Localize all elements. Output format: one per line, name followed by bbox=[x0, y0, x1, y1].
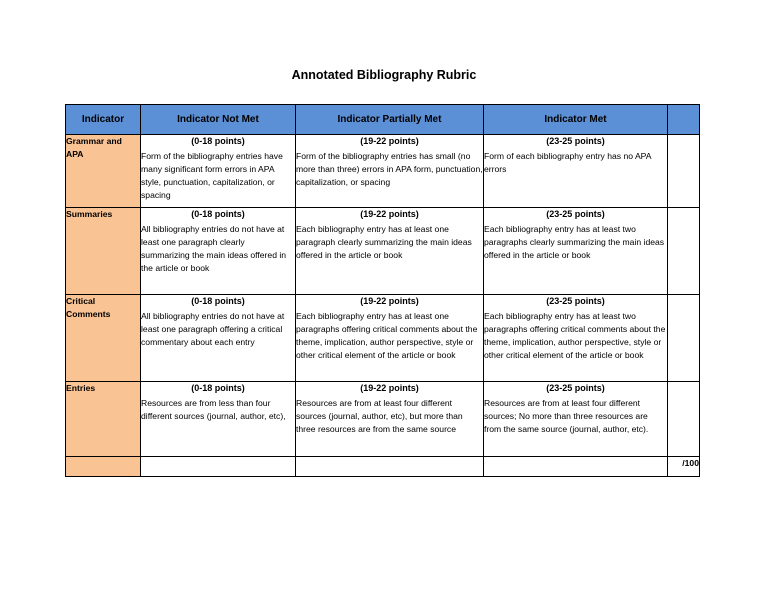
header-indicator: Indicator bbox=[66, 105, 141, 135]
points-range: (19-22 points) bbox=[360, 383, 419, 393]
points-range: (19-22 points) bbox=[360, 296, 419, 306]
table-row bbox=[66, 295, 700, 382]
header-not-met: Indicator Not Met bbox=[141, 105, 296, 135]
header-row bbox=[66, 105, 700, 135]
criteria-text: Form of each bibliography entry has no APA errors bbox=[484, 151, 652, 174]
criteria-cell bbox=[141, 135, 296, 208]
points-range: (0-18 points) bbox=[191, 136, 245, 146]
criteria-text: All bibliography entries do not have at least one paragraph offering a critical commentary about each entry bbox=[141, 311, 285, 347]
criteria-text: Each bibliography entry has at least one paragraph clearly summarizing the main ideas offered in the article or book bbox=[296, 224, 472, 260]
rubric-table bbox=[65, 104, 700, 477]
criteria-cell bbox=[484, 295, 668, 382]
criteria-cell bbox=[484, 135, 668, 208]
points-range: (19-22 points) bbox=[360, 136, 419, 146]
criteria-text: Resources are from at least four different sources; No more than three resources are from the same source (journal, author, etc). bbox=[484, 398, 649, 434]
criteria-cell bbox=[484, 382, 668, 457]
criteria-text: Each bibliography entry has at least one paragraphs offering critical comments about the theme, implication, author perspective, style or other critical element of the article or book bbox=[296, 311, 478, 360]
criteria-cell bbox=[484, 208, 668, 295]
table-row bbox=[66, 208, 700, 295]
table-row bbox=[66, 135, 700, 208]
points-range: (23-25 points) bbox=[546, 209, 605, 219]
score-cell bbox=[668, 135, 700, 208]
points-range: (0-18 points) bbox=[191, 209, 245, 219]
score-cell bbox=[668, 208, 700, 295]
criteria-text: Each bibliography entry has at least two paragraphs offering critical comments about the theme, implication, author perspective, style or other critical element of the article or book bbox=[484, 311, 666, 360]
points-range: (0-18 points) bbox=[191, 383, 245, 393]
indicator-label: Entries bbox=[66, 382, 141, 457]
total-indicator-cell bbox=[66, 457, 141, 477]
total-empty-cell bbox=[296, 457, 484, 477]
header-score bbox=[668, 105, 700, 135]
header-partially-met: Indicator Partially Met bbox=[296, 105, 484, 135]
points-range: (23-25 points) bbox=[546, 383, 605, 393]
criteria-cell bbox=[141, 382, 296, 457]
criteria-text: Resources are from at least four different sources (journal, author, etc), but more than three resources are from the same source bbox=[296, 398, 463, 434]
criteria-text: Each bibliography entry has at least two paragraphs clearly summarizing the main ideas offered in the article or book bbox=[484, 224, 665, 260]
criteria-cell bbox=[296, 135, 484, 208]
total-score: /100 bbox=[668, 457, 700, 477]
indicator-label: Critical Comments bbox=[66, 295, 141, 382]
criteria-cell bbox=[296, 208, 484, 295]
criteria-cell bbox=[296, 382, 484, 457]
points-range: (19-22 points) bbox=[360, 209, 419, 219]
score-cell bbox=[668, 382, 700, 457]
criteria-text: Form of the bibliography entries have many significant form errors in APA style, punctuation, capitalization, or spacing bbox=[141, 151, 283, 200]
criteria-text: Form of the bibliography entries has small (no more than three) errors in APA form, punctuation, capitalization, or spacing bbox=[296, 151, 483, 187]
header-met: Indicator Met bbox=[484, 105, 668, 135]
criteria-cell bbox=[141, 295, 296, 382]
total-row bbox=[66, 457, 700, 477]
total-empty-cell bbox=[484, 457, 668, 477]
criteria-cell bbox=[296, 295, 484, 382]
indicator-label: Summaries bbox=[66, 208, 141, 295]
criteria-text: Resources are from less than four different sources (journal, author, etc), bbox=[141, 398, 286, 421]
points-range: (0-18 points) bbox=[191, 296, 245, 306]
rubric-title: Annotated Bibliography Rubric bbox=[291, 68, 477, 82]
criteria-text: All bibliography entries do not have at least one paragraph clearly summarizing the main ideas offered in the article or book bbox=[141, 224, 287, 273]
table-row bbox=[66, 382, 700, 457]
points-range: (23-25 points) bbox=[546, 136, 605, 146]
total-empty-cell bbox=[141, 457, 296, 477]
points-range: (23-25 points) bbox=[546, 296, 605, 306]
score-cell bbox=[668, 295, 700, 382]
criteria-cell bbox=[141, 208, 296, 295]
indicator-label: Grammar and APA bbox=[66, 135, 141, 208]
